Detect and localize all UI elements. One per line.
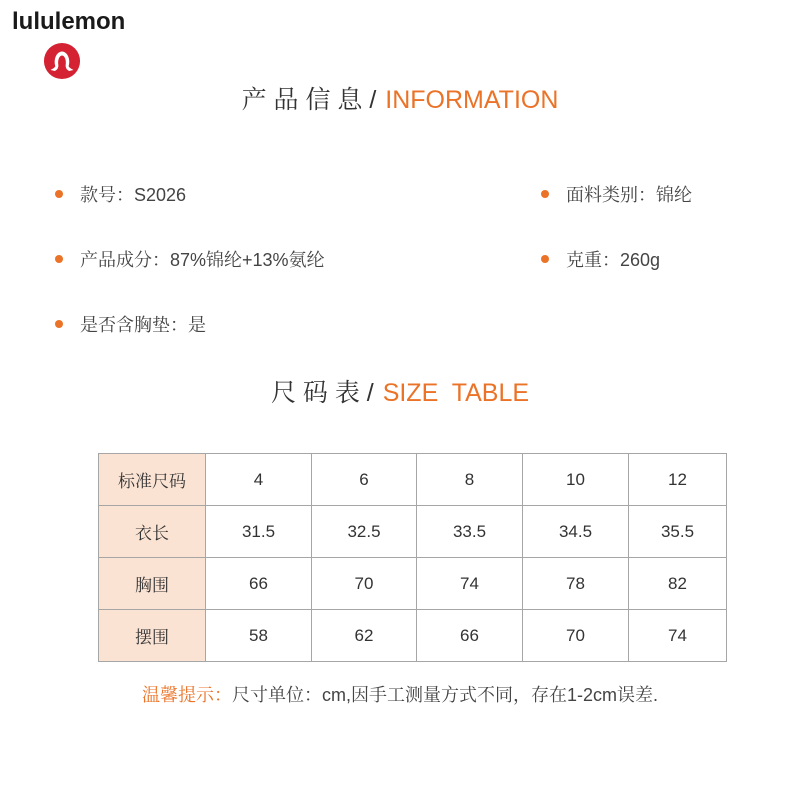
info-item-style-number [55, 183, 186, 207]
table-cell: 74 [417, 558, 523, 610]
table-cell: 70 [312, 558, 417, 610]
size-header-cell: 8 [417, 454, 523, 506]
size-table [98, 453, 727, 662]
table-cell: 82 [629, 558, 727, 610]
table-cell: 62 [312, 610, 417, 662]
size-header-cell: 10 [523, 454, 629, 506]
size-title-en: SIZE TABLE [382, 379, 530, 407]
table-cell: 70 [523, 610, 629, 662]
table-cell: 78 [523, 558, 629, 610]
table-cell: 31.5 [206, 506, 312, 558]
orange-dot-icon [541, 190, 549, 198]
table-header-row [99, 454, 727, 506]
measurement-note [0, 683, 800, 707]
table-cell: 66 [417, 610, 523, 662]
info-item-text: 产品成分：87%锦纶+13%氨纶 [80, 250, 325, 270]
info-title-en: INFORMATION [385, 86, 559, 114]
info-section-title [0, 85, 800, 115]
table-row [99, 558, 727, 610]
info-item-chest-pad [55, 313, 206, 337]
orange-dot-icon [55, 190, 63, 198]
orange-dot-icon [55, 320, 63, 328]
note-text: 尺寸单位：cm,因手工测量方式不同，存在1-2cm误差. [231, 685, 658, 705]
size-title-cn: 尺 码 表 / [270, 379, 374, 407]
table-row [99, 610, 727, 662]
table-row-label: 摆围 [99, 610, 206, 662]
info-item-text: 克重：260g [566, 250, 661, 270]
table-cell: 34.5 [523, 506, 629, 558]
info-item-weight [541, 248, 660, 272]
table-cell: 35.5 [629, 506, 727, 558]
lululemon-logo-icon [43, 42, 81, 80]
info-item-composition [55, 248, 325, 272]
info-item-text: 面料类别：锦纶 [566, 185, 692, 205]
table-cell: 33.5 [417, 506, 523, 558]
lululemon-logo-icon [43, 42, 81, 80]
orange-dot-icon [55, 255, 63, 263]
table-cell: 66 [206, 558, 312, 610]
table-row-label: 标准尺码 [99, 454, 206, 506]
size-header-cell: 6 [312, 454, 417, 506]
orange-dot-icon [541, 255, 549, 263]
table-row-label: 衣长 [99, 506, 206, 558]
size-header-cell: 12 [629, 454, 727, 506]
table-row-label: 胸围 [99, 558, 206, 610]
note-prefix: 温馨提示： [141, 685, 232, 705]
info-item-text: 是否含胸垫：是 [80, 315, 206, 335]
info-title-cn: 产 品 信 息 / [241, 86, 377, 114]
info-item-fabric-type [541, 183, 692, 207]
table-row [99, 506, 727, 558]
size-section-title [0, 378, 800, 408]
table-cell: 58 [206, 610, 312, 662]
brand-wordmark: lululemon [12, 8, 126, 35]
table-cell: 74 [629, 610, 727, 662]
size-header-cell: 4 [206, 454, 312, 506]
table-cell: 32.5 [312, 506, 417, 558]
info-item-text: 款号：S2026 [80, 185, 187, 205]
